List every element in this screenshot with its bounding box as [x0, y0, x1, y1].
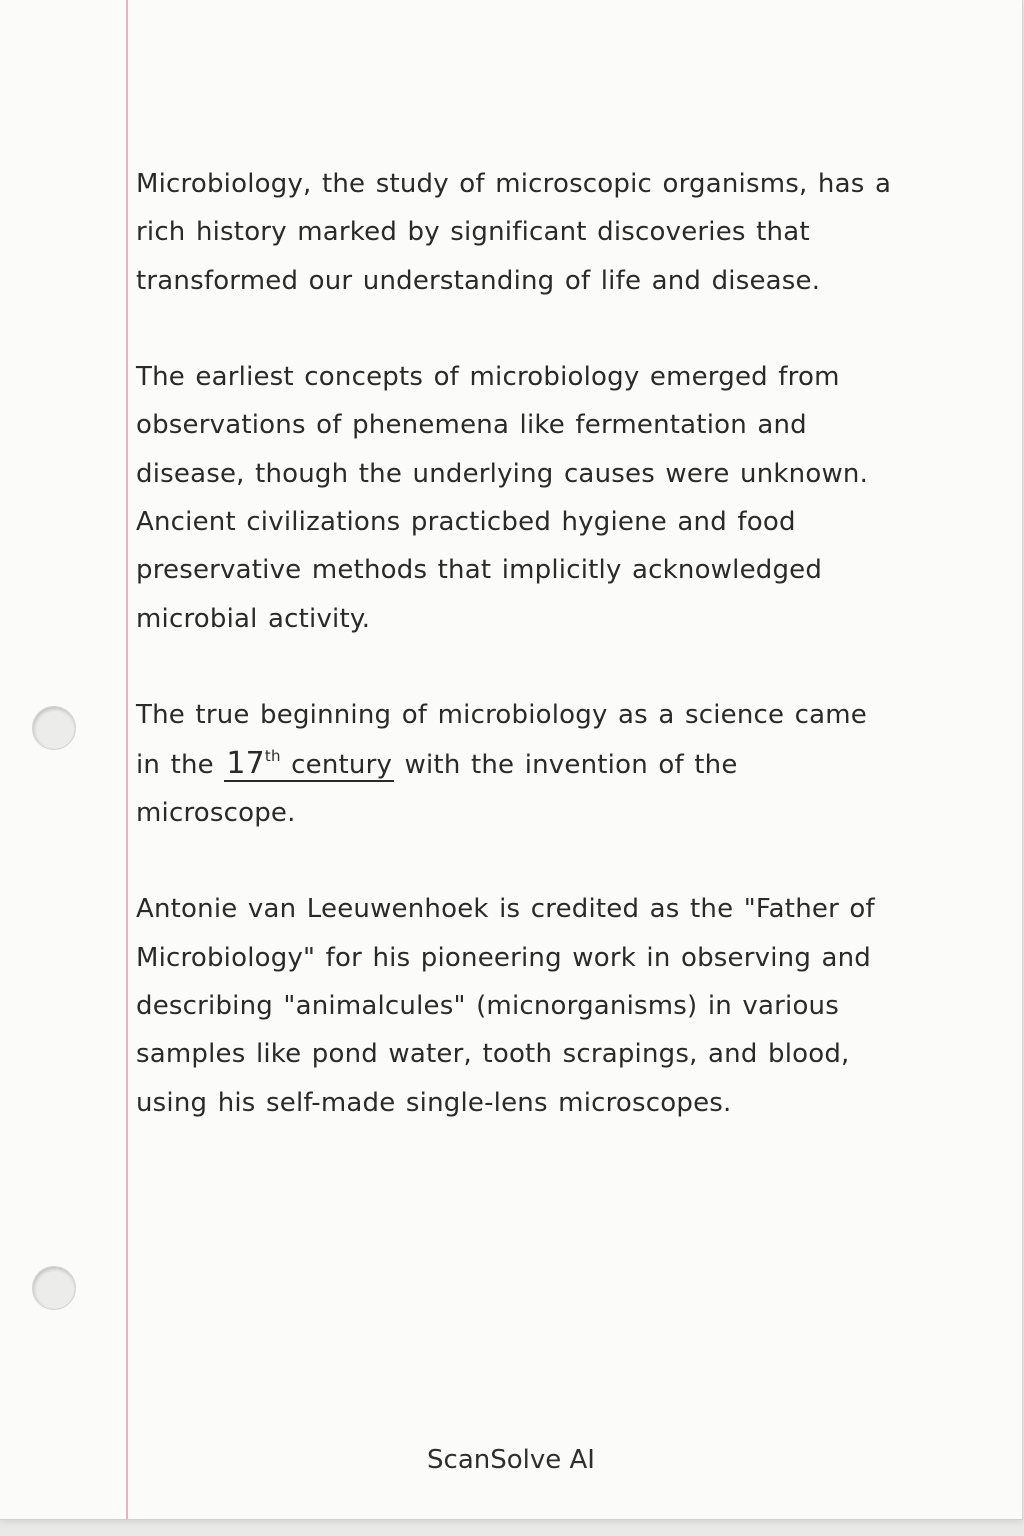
punch-hole: [32, 706, 76, 750]
handwritten-notes: [136, 160, 896, 1127]
p3-text-after: with the invention of the microscope.: [136, 749, 738, 828]
century-number: 17: [226, 745, 265, 781]
footer-brand: ScanSolve AI: [427, 1445, 595, 1475]
margin-line: [126, 0, 128, 1519]
paragraph-intro: Microbiology, the study of microscopic organisms, has a rich history marked by significant discoveries that transformed our understanding of life and disease.: [136, 169, 892, 296]
underlined-century: [224, 745, 394, 782]
p3-text-before: The true beginning of microbiology as a science came in the: [136, 700, 868, 780]
paragraph-true-beginning: [136, 691, 896, 837]
century-ordinal: th: [264, 746, 281, 765]
paragraph-leeuwenhoek: Antonie van Leeuwenhoek is credited as the "Father of Microbiology" for his pioneering work in observing and describing "animalcules" (micnorganisms) in various samples like pond water, tooth scrapings, and blood, using his self-made single-lens microscopes.: [136, 894, 875, 1118]
punch-hole: [32, 1266, 76, 1310]
century-word: century: [291, 749, 393, 780]
paragraph-early-concepts: The earliest concepts of microbiology emerged from observations of phenemena like fermentation and disease, though the underlying causes were unknown. Ancient civilizations practicbed hygiene and food preservative methods that implicitly acknowledged microbial activity.: [136, 362, 869, 634]
